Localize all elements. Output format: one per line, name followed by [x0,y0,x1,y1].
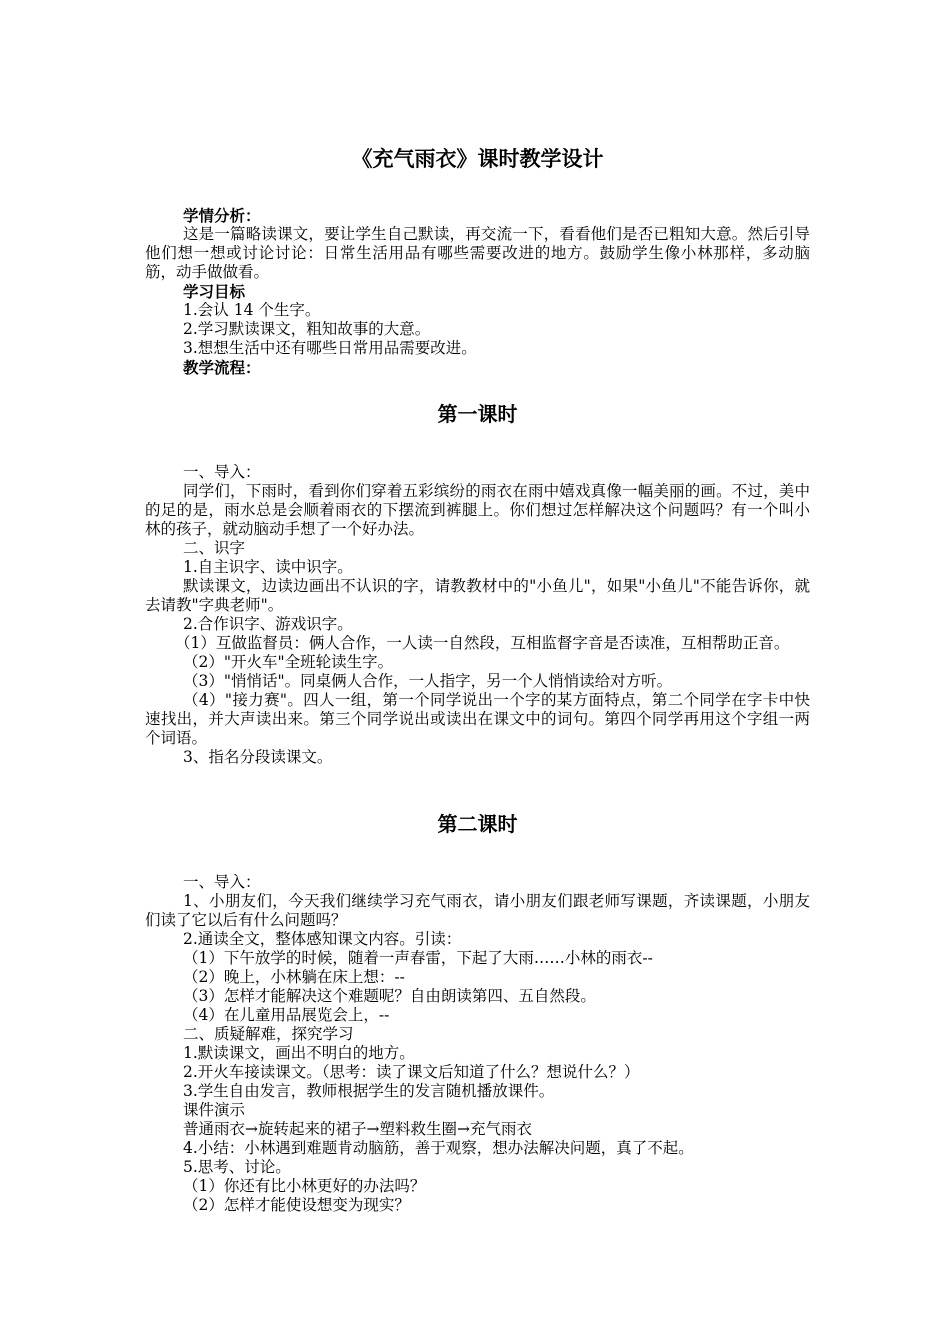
lesson2-line: 3.学生自由发言，教师根据学生的发言随机播放课件。 [183,1082,555,1100]
lesson2-line: 1.默读课文，画出不明白的地方。 [183,1044,415,1062]
analysis-heading: 学情分析： [183,206,261,225]
analysis-section [145,206,810,377]
lesson1-line: 3、指名分段读课文。 [183,748,333,766]
analysis-text: 这是一篇略读课文，要让学生自己默读，再交流一下，看看他们是否已粗知大意。然后引导他们想一想或讨论讨论：日常生活用品有哪些需要改进的地方。鼓励学生像小林那样，多动脑筋，动手做做看。 [145,225,810,281]
lesson2-line: （3）怎样才能解决这个难题呢？自由朗读第四、五自然段。 [183,987,596,1005]
lesson1-line: 1.自主识字、读中识字。 [183,558,353,576]
lesson2-line: 1、小朋友们，今天我们继续学习充气雨衣，请小朋友们跟老师写课题，齐读课题，小朋友们读了它以后有什么问题吗？ [145,892,810,929]
lesson1-line: 一、导入： [183,463,261,481]
lesson1-line: 同学们，下雨时，看到你们穿着五彩缤纷的雨衣在雨中嬉戏真像一幅美丽的画。不过，美中的足的是，雨水总是会顺着雨衣的下摆流到裤腿上。你们想过怎样解决这个问题吗？有一个叫小林的孩子，就动脑动手想了一个好办法。 [145,482,810,538]
goals-heading: 学习目标 [183,282,246,301]
goal-item: 3.想想生活中还有哪些日常用品需要改进。 [183,339,477,357]
lesson2-line: （1）你还有比小林更好的办法吗？ [183,1177,426,1195]
lesson2-section [145,873,810,1215]
lesson1-line: 2.合作识字、游戏识字。 [183,615,353,633]
document-title: 《充气雨衣》课时教学设计 [351,146,604,171]
lesson2-line: 课件演示 [183,1101,246,1119]
lesson2-line: （4）在儿童用品展览会上，-- [183,1006,390,1024]
lesson1-line: （2）"开火车"全班轮读生字。 [183,653,394,671]
lesson1-line: （1）互做监督员：俩人合作，一人读一自然段，互相监督字音是否读准，互相帮助正音。 [175,634,790,652]
flow-heading: 教学流程： [183,358,261,377]
lesson2-line: 2.开火车接读课文。（思考：读了课文后知道了什么？想说什么？） [183,1063,640,1081]
lesson2-line: 4.小结：小林遇到难题肯动脑筋，善于观察，想办法解决问题，真了不起。 [183,1139,694,1157]
lesson2-heading: 第二课时 [437,812,518,836]
lesson1-heading: 第一课时 [437,402,518,426]
lesson1-section [145,463,810,767]
goal-item: 2.学习默读课文，粗知故事的大意。 [183,320,431,338]
lesson2-line: （2）怎样才能使设想变为现实？ [183,1196,410,1214]
goal-item: 1.会认 14 个生字。 [183,301,321,319]
lesson2-line: 二、质疑解难，探究学习 [183,1025,354,1043]
lesson2-line: 2.通读全文，整体感知课文内容。引读： [183,930,462,948]
lesson2-line: （2）晚上，小林躺在床上想：-- [183,968,405,986]
lesson1-line: （4）"接力赛"。四人一组，第一个同学说出一个字的某方面特点，第二个同学在字卡中快速找出，并大声读出来。第三个同学说出或读出在课文中的词句。第四个同学再用这个字组一两个词语。 [145,691,810,747]
lesson1-line: （3）"悄悄话"。同桌俩人合作，一人指字，另一个人悄悄读给对方听。 [183,672,673,690]
lesson2-line: 普通雨衣→旋转起来的裙子→塑料救生圈→充气雨衣 [183,1120,532,1138]
lesson1-line: 二、识字 [183,539,246,557]
lesson2-line: 一、导入： [183,873,261,891]
lesson1-line: 默读课文，边读边画出不认识的字，请教教材中的"小鱼儿"，如果"小鱼儿"不能告诉你，就去请教"字典老师"。 [145,577,810,614]
lesson2-line: （1）下午放学的时候，随着一声春雷，下起了大雨……小林的雨衣-- [183,949,653,967]
lesson2-line: 5.思考、讨论。 [183,1158,291,1176]
